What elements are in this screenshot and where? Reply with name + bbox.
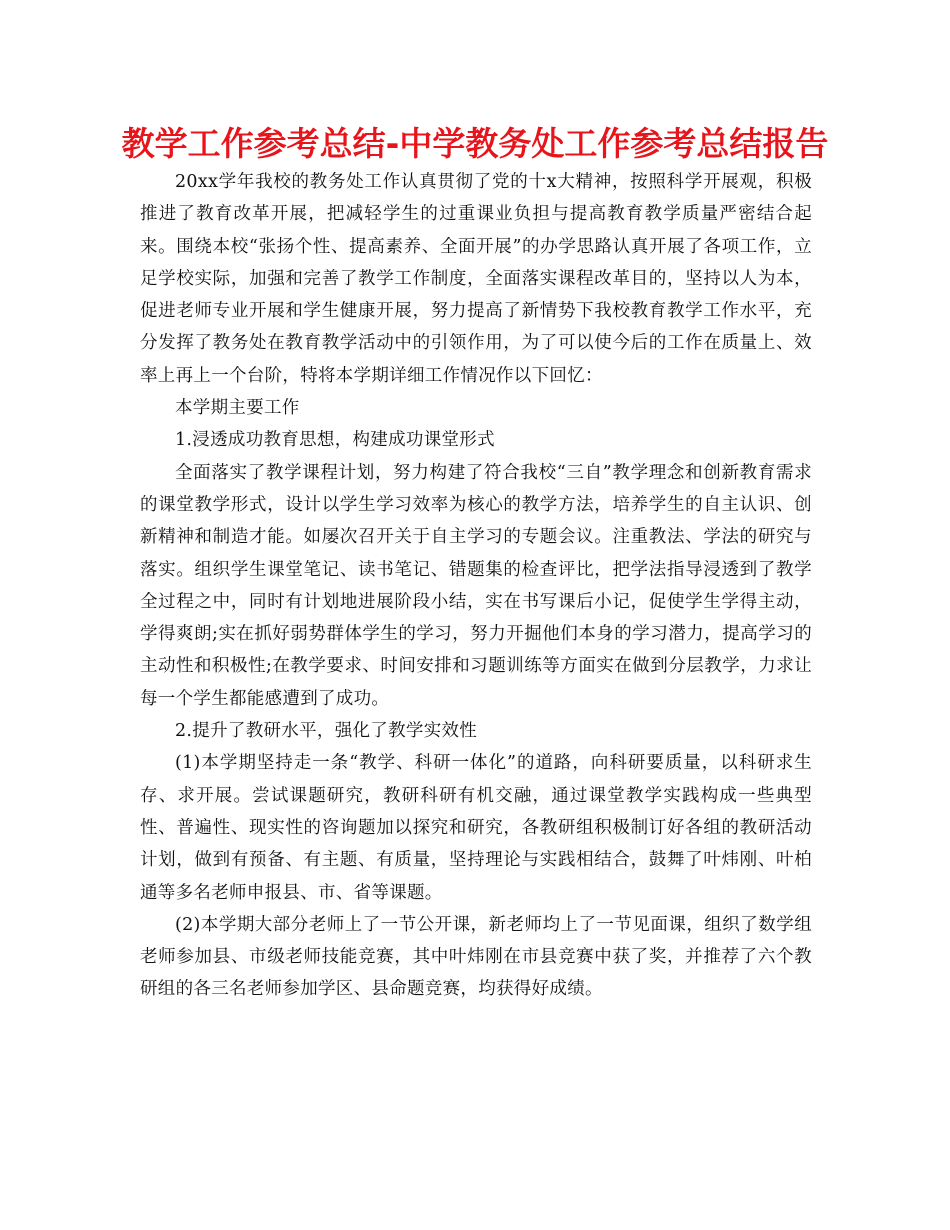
paragraph-2-2: (2)本学期大部分老师上了一节公开课，新老师均上了一节见面课，组织了数学组老师参加县、市级老师技能竞赛，其中叶炜刚在市县竞赛中获了奖，并推荐了六个教研组的各三名老师参加学区、县命题竞赛，均获得好成绩。 (140, 914, 812, 1000)
subheading-1: 1.浸透成功教育思想，构建成功课堂形式 (175, 430, 495, 451)
section-heading-main-work: 本学期主要工作 (175, 398, 300, 419)
subheading-2: 2.提升了教研水平，强化了教学实效性 (175, 721, 478, 742)
paragraph-intro: 20xx学年我校的教务处工作认真贯彻了党的十x大精神，按照科学开展观，积极推进了教育改革开展，把减轻学生的过重课业负担与提高教育教学质量严密结合起来。围绕本校“张扬个性、提高素养、全面开展”的办学思路认真开展了各项工作，立足学校实际，加强和完善了教学工作制度，全面落实课程改革目的，坚持以人为本，促进老师专业开展和学生健康开展，努力提高了新情势下我校教育教学工作水平，充分发挥了教务处在教育教学活动中的引领作用，为了可以使今后的工作在质量上、效率上再上一个台阶，特将本学期详细工作情况作以下回忆： (140, 172, 812, 386)
document-title: 教学工作参考总结-中学教务处工作参考总结报告 (121, 124, 829, 163)
document-body (140, 166, 812, 1006)
paragraph-2-1: (1)本学期坚持走一条“教学、科研一体化”的道路，向科研要质量，以科研求生存、求开展。尝试课题研究，教研科研有机交融，通过课堂教学实践构成一些典型性、普遍性、现实性的咨询题加以探究和研究，各教研组积极制订好各组的教研活动计划，做到有预备、有主题、有质量，坚持理论与实践相结合，鼓舞了叶炜刚、叶柏通等多名老师申报县、市、省等课题。 (140, 753, 812, 903)
paragraph-1: 全面落实了教学课程计划，努力构建了符合我校“三自”教学理念和创新教育需求的课堂教学形式，设计以学生学习效率为核心的教学方法，培养学生的自主认识、创新精神和制造才能。如屡次召开关于自主学习的专题会议。注重教法、学法的研究与落实。组织学生课堂笔记、读书笔记、错题集的检查评比，把学法指导浸透到了教学全过程之中，同时有计划地进展阶段小结，实在书写课后小记，促使学生学得主动，学得爽朗;实在抓好弱势群体学生的学习，努力开掘他们本身的学习潜力，提高学习的主动性和积极性;在教学要求、时间安排和习题训练等方面实在做到分层教学，力求让每一个学生都能感遭到了成功。 (140, 462, 812, 709)
